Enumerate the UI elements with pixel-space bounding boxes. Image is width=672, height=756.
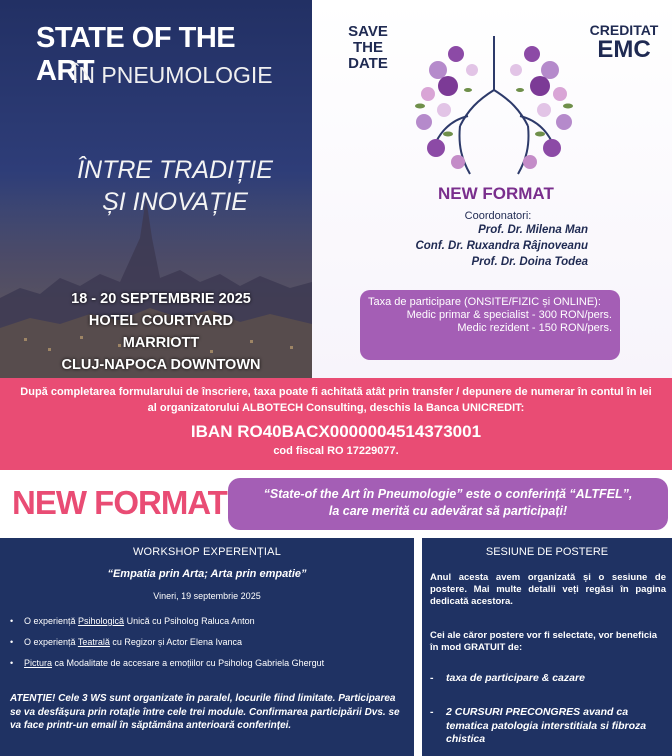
emc-credit-badge bbox=[588, 22, 660, 62]
posters-heading: SESIUNE DE POSTERE bbox=[485, 546, 609, 558]
event-city: CLUJ-NAPOCA DOWNTOWN bbox=[61, 357, 261, 373]
quote-line-2: la care merită cu adevărat să participați! bbox=[328, 504, 568, 518]
bullet-icon: • bbox=[10, 658, 14, 668]
new-format-label: NEW FORMAT bbox=[438, 184, 554, 203]
event-venue: HOTEL COURTYARD MARRIOTT bbox=[88, 313, 234, 351]
posters-benefit-intro: Cei ale căror postere vor fi selectate, vor beneficia în mod GRATUIT de: bbox=[430, 630, 658, 653]
bullet-icon: • bbox=[10, 637, 14, 647]
coordinators bbox=[408, 210, 588, 270]
workshop-subtitle: “Empatia prin Arta; Arta prin empatie” bbox=[107, 568, 307, 580]
emc-line-1: CREDITAT bbox=[589, 22, 659, 38]
quote-line-1: “State-of the Art în Pneumologie” este o conferință “ALTFEL”, bbox=[263, 487, 633, 501]
posters-panel bbox=[422, 538, 672, 756]
fiscal-code: cod fiscal RO 17229077. bbox=[273, 445, 399, 457]
event-title: STATE OF THE ART bbox=[36, 22, 236, 87]
list-item: • O experiență Teatrală cu Regizor și Actor Elena Ivanca bbox=[10, 637, 242, 647]
participation-fee-box bbox=[360, 290, 620, 360]
event-dates: 18 - 20 SEPTEMBRIE 2025 bbox=[71, 291, 251, 307]
dash-icon: - bbox=[430, 706, 434, 718]
list-item: • O experiență Psihologică Unică cu Psiholog Raluca Anton bbox=[10, 616, 255, 626]
emc-line-2: EMC bbox=[597, 36, 651, 63]
fee-line-specialist: Medic primar & specialist - 300 RON/pers. bbox=[406, 309, 612, 321]
coordinator-name: Prof. Dr. Milena Man bbox=[478, 224, 588, 236]
new-format-bar bbox=[0, 470, 672, 538]
list-item: • Pictura ca Modalitate de accesare a emoțiilor cu Psiholog Gabriela Ghergut bbox=[10, 658, 325, 668]
workshop-heading: WORKSHOP EXPERENȚIAL bbox=[132, 546, 282, 558]
payment-instructions: După completarea formularului de înscriere, taxa poate fi achitată atât prin transfer / depunere de numerar în contul în lei al organizatorului ALBOTECH Consulting, deschis la Banca UNICREDIT: bbox=[20, 386, 652, 414]
posters-intro: Anul acesta avem organizată și o sesiune de postere. Mai multe detalii veți regăsi în pagina dedicată acestora. bbox=[430, 572, 666, 607]
iban-number: IBAN RO40BACX0000004514373001 bbox=[190, 422, 482, 441]
save-line-2: DATE bbox=[348, 55, 388, 72]
event-tagline bbox=[60, 154, 290, 218]
coordinator-name: Prof. Dr. Doina Todea bbox=[471, 256, 588, 268]
event-info bbox=[56, 288, 266, 376]
save-the-date bbox=[332, 24, 404, 72]
fee-line-resident: Medic rezident - 150 RON/pers. bbox=[457, 322, 612, 334]
workshop-date: Vineri, 19 septembrie 2025 bbox=[153, 591, 261, 601]
tagline-line-2: ȘI INOVAȚIE bbox=[102, 188, 248, 216]
bullet-icon: • bbox=[10, 616, 14, 626]
posters-benefit-fee: - taxa de participare & cazare bbox=[430, 672, 585, 684]
hero-right-panel bbox=[312, 0, 672, 378]
workshop-warning: ATENȚIE! Cele 3 WS sunt organizate în paralel, locurile fiind limitate. Participarea se va desfășura prin rotație între cele trei module. Confirmarea participării Dvs. se va face printr-un email în săptămâna anterioară conferinței. bbox=[10, 693, 400, 731]
dash-icon: - bbox=[430, 672, 434, 684]
tagline-line-1: ÎNTRE TRADIȚIE bbox=[77, 156, 273, 184]
workshop-panel bbox=[0, 538, 414, 756]
event-subtitle: ÎN PNEUMOLOGIE bbox=[72, 62, 273, 88]
hero-left-panel bbox=[0, 0, 312, 378]
coordinators-label: Coordonatori: bbox=[464, 210, 532, 222]
save-line-1: SAVE THE bbox=[348, 23, 388, 56]
conference-quote bbox=[228, 478, 668, 530]
floral-lungs-icon bbox=[408, 30, 580, 186]
workshop-list bbox=[10, 616, 410, 679]
coordinator-name: Conf. Dr. Ruxandra Râjnoveanu bbox=[415, 240, 588, 252]
payment-band bbox=[0, 378, 672, 470]
new-format-heading: NEW FORMAT bbox=[12, 484, 227, 521]
fee-title: Taxa de participare (ONSITE/FIZIC și ONLINE): bbox=[368, 296, 601, 308]
posters-benefit-courses: - 2 CURSURI PRECONGRES avand ca tematica patologia interstitiala si fibroza chistica bbox=[430, 706, 647, 745]
